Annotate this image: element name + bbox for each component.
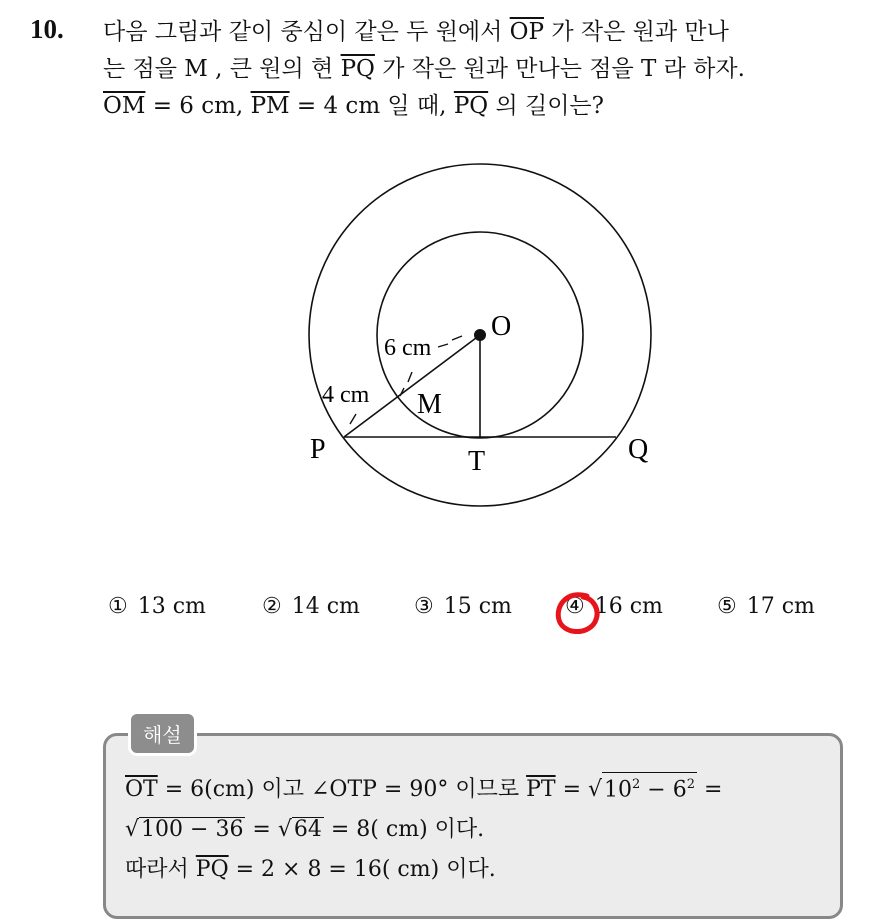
label-4cm: 4 cm (322, 382, 370, 408)
question-line-2 (103, 51, 873, 88)
choice-1[interactable] (108, 594, 206, 619)
sol-l2mid: = (245, 817, 278, 842)
choice-5[interactable] (717, 594, 815, 619)
segment-pq: $\overline{PQ}$ (340, 56, 375, 82)
red-circle-mark (558, 595, 597, 632)
label-o: O (491, 311, 512, 342)
sol-l3a: 따라서 (125, 857, 189, 882)
label-6cm: 6 cm (384, 335, 432, 361)
choice-1-text: 13 cm (137, 594, 206, 619)
sol-sup-1: 2 (632, 776, 641, 792)
sol-radical-1 (602, 772, 697, 802)
choice-5-num: ⑤ (717, 594, 737, 619)
sol-l3b: = 2 × 8 = 16( cm) 이다. (228, 857, 496, 882)
question-text (103, 14, 873, 125)
choice-2-text: 14 cm (291, 594, 360, 619)
choice-3-num: ③ (414, 594, 434, 619)
solution-text (125, 770, 835, 890)
concentric-circles-figure (300, 160, 680, 520)
segment-pq-2: $\overline{PQ}$ (453, 93, 489, 119)
sol-l2end: = 8( cm) 이다. (323, 817, 485, 842)
q3b: 의 길이는? (495, 93, 604, 119)
center-point (474, 329, 486, 341)
q1a: 다음 그림과 같이 중심이 같은 두 원에서 (103, 19, 503, 45)
solution-line-2: √100 − 36 = √64 = 8( cm) 이다. (125, 817, 485, 842)
choice-4-text: 16 cm (594, 594, 663, 619)
choice-3[interactable] (414, 594, 512, 619)
segment-pm: $\overline{PM}$ (250, 93, 290, 119)
solution-line-1: $\overline{OT} = 6(cm)$ 이고 ∠OTP = 90° 이므로 $\overline{PT} = √10^2 - 6^2$ = (125, 770, 835, 810)
label-q: Q (628, 434, 649, 465)
segment-op: $\overline{OP}$ (509, 19, 545, 45)
sol-rad-b: − 6 (640, 777, 687, 802)
sol-radical-2: 100 − 36 (141, 817, 244, 842)
answer-choices (0, 594, 884, 634)
brace-4cm (350, 414, 356, 424)
solution-tab: 해설 (128, 711, 197, 756)
question-line-1 (103, 14, 873, 51)
choice-3-text: 15 cm (443, 594, 512, 619)
choice-1-num: ① (108, 594, 128, 619)
choice-2-num: ② (262, 594, 282, 619)
q1b: 가 작은 원과 만나 (551, 19, 729, 45)
sol-seg-pt: $\overline{PT}$ (526, 777, 556, 802)
q2a: 는 점을 M , 큰 원의 현 (103, 56, 334, 82)
label-t: T (468, 446, 486, 477)
sol-radical-3: 64 (293, 817, 322, 842)
q2b: 가 작은 원과 만나는 점을 T 라 하자. (382, 56, 745, 82)
q3v1: = 6 cm, (145, 93, 244, 119)
label-m: M (417, 389, 442, 420)
selected-answer-mark (553, 588, 603, 638)
segment-om: $\overline{OM}$ (103, 93, 146, 119)
choice-5-text: 17 cm (746, 594, 815, 619)
sol-l1eq: = (555, 777, 588, 802)
sol-l1end: = (697, 777, 723, 802)
label-p: P (310, 434, 326, 465)
sol-l1a: = 6(cm) 이고 ∠OTP = 90° 이므로 (157, 777, 520, 802)
sol-seg-pq: $\overline{PQ}$ (195, 857, 229, 882)
question-line-3 (103, 88, 873, 125)
sol-sup-2: 2 (686, 776, 696, 792)
q3v2: = 4 cm 일 때, (289, 93, 447, 119)
solution-line-3 (125, 850, 835, 890)
sol-seg-ot: $\overline{OT}$ (125, 777, 158, 802)
sol-rad-a: 10 (604, 777, 633, 802)
choice-2[interactable] (262, 594, 360, 619)
choice-4-num: ④ (565, 594, 585, 619)
question-number: 10. (30, 14, 64, 44)
